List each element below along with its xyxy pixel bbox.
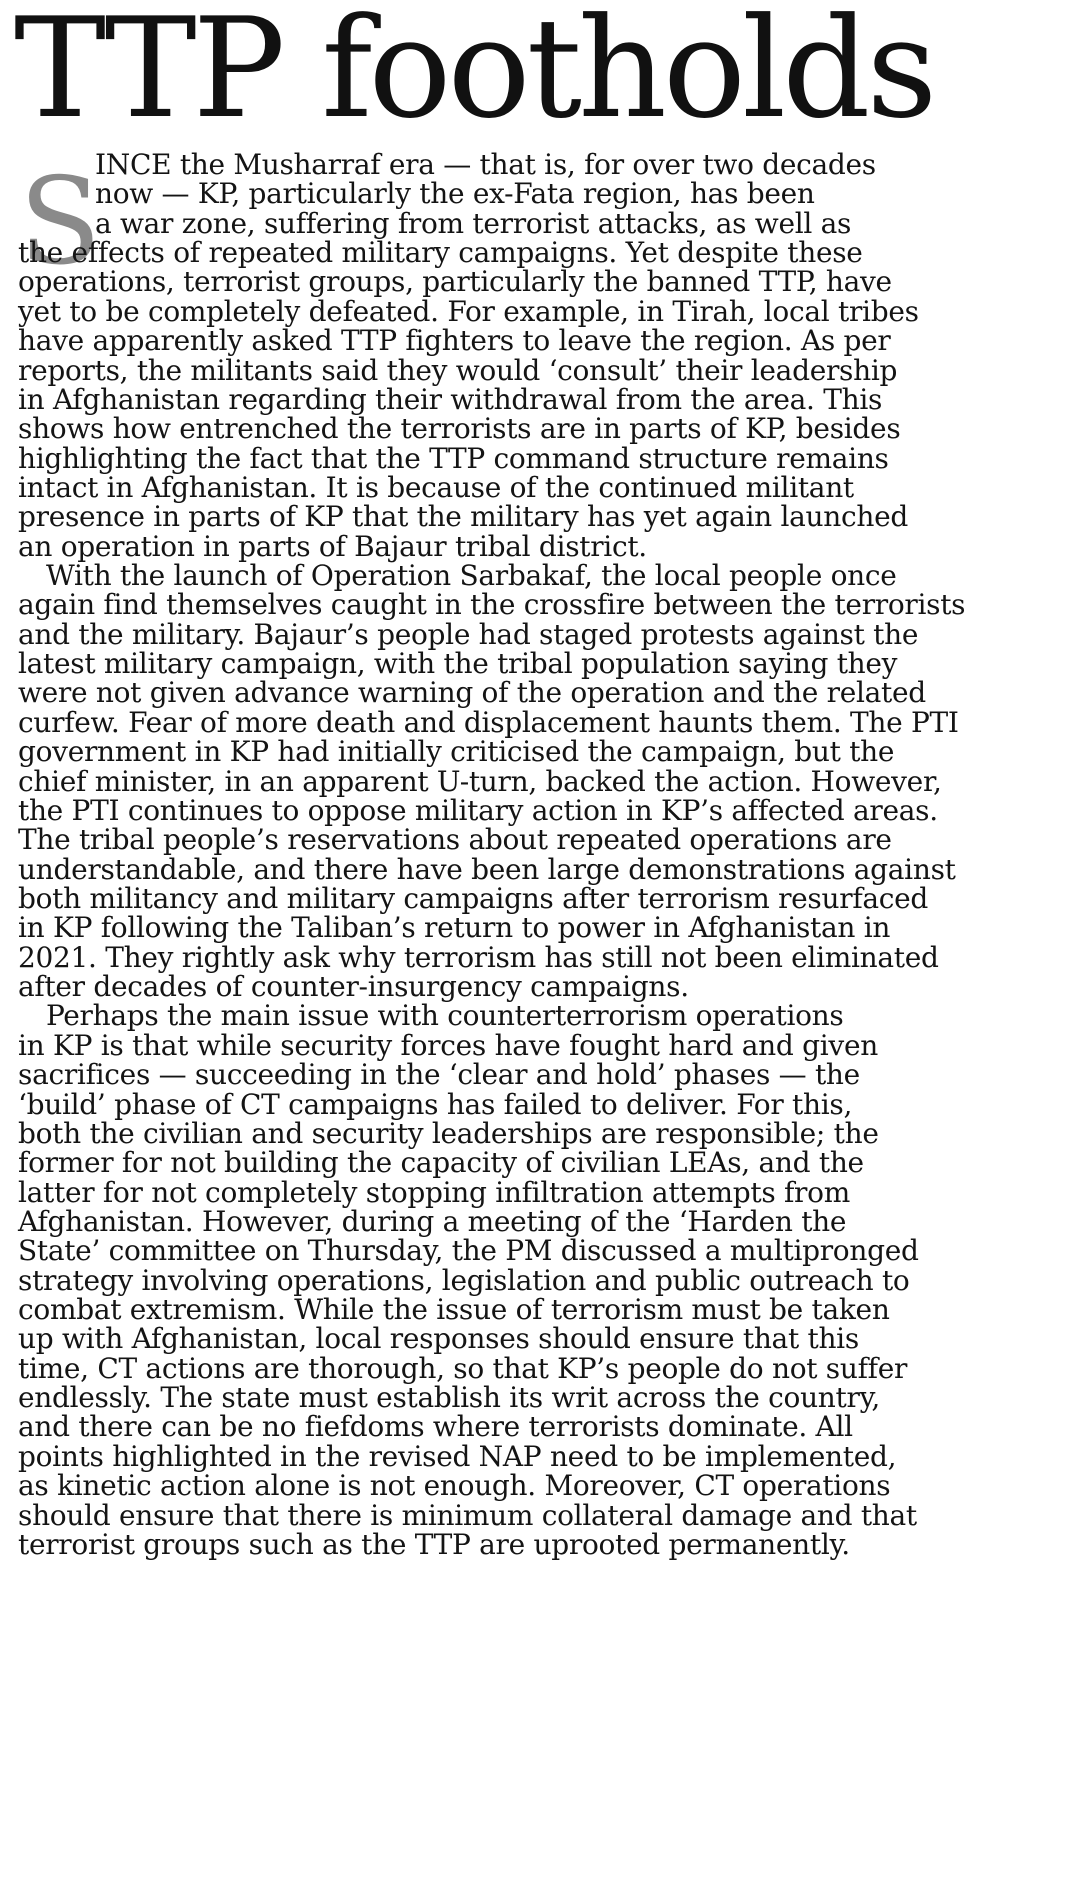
body-line: presence in parts of KP that the military has yet again launched [18, 500, 909, 534]
body-line: operations, terrorist groups, particularly the banned TTP, have [18, 265, 892, 299]
body-line: up with Afghanistan, local responses should ensure that this [18, 1322, 859, 1356]
body-line: and there can be no fiefdoms where terrorists dominate. All [18, 1410, 853, 1444]
body-line: the PTI continues to oppose military action in KP’s affected areas. [18, 793, 938, 827]
body-line: in KP is that while security forces have fought hard and given [18, 1028, 878, 1062]
body-line: points highlighted in the revised NAP need to be implemented, [18, 1439, 897, 1473]
body-line: With the launch of Operation Sarbakaf, the local people once [46, 559, 897, 593]
headline: TTP footholds [14, 0, 934, 149]
body-line: have apparently asked TTP fighters to leave the region. As per [18, 324, 891, 358]
body-line: endlessly. The state must establish its writ across the country, [18, 1381, 880, 1415]
body-line: after decades of counter-insurgency campaigns. [18, 970, 689, 1004]
drop-cap: S [19, 153, 102, 292]
body-line: sacrifices — succeeding in the ‘clear and hold’ phases — the [18, 1058, 860, 1092]
body-line: understandable, and there have been large demonstrations against [18, 852, 956, 886]
body-line: reports, the militants said they would ‘consult’ their leadership [18, 353, 898, 387]
body-line: highlighting the fact that the TTP command structure remains [18, 441, 889, 475]
body-line: Afghanistan. However, during a meeting of the ‘Harden the [18, 1204, 847, 1238]
body-line: chief minister, in an apparent U-turn, backed the action. However, [18, 764, 942, 798]
body-line: State’ committee on Thursday, the PM discussed a multipronged [18, 1234, 919, 1268]
body-line: 2021. They rightly ask why terrorism has still not been eliminated [18, 940, 939, 974]
body-line: as kinetic action alone is not enough. Moreover, CT operations [18, 1469, 891, 1503]
body-line: latter for not completely stopping infiltration attempts from [18, 1175, 850, 1209]
body-line: former for not building the capacity of civilian LEAs, and the [18, 1146, 864, 1180]
body-line: time, CT actions are thorough, so that KP’s people do not suffer [18, 1351, 908, 1385]
body-line: ‘build’ phase of CT campaigns has failed to deliver. For this, [18, 1087, 853, 1121]
body-line: in KP following the Taliban’s return to power in Afghanistan in [18, 911, 891, 945]
body-line: strategy involving operations, legislation and public outreach to [18, 1263, 910, 1297]
body-line: curfew. Fear of more death and displacement haunts them. The PTI [18, 705, 959, 739]
body-line: both the civilian and security leaderships are responsible; the [18, 1116, 879, 1150]
body-line: an operation in parts of Bajaur tribal district. [18, 529, 647, 563]
body-line: combat extremism. While the issue of terrorism must be taken [18, 1293, 890, 1327]
body-line: Perhaps the main issue with counterterrorism operations [46, 999, 844, 1033]
body-line: The tribal people’s reservations about repeated operations are [18, 823, 892, 857]
body-line: shows how entrenched the terrorists are in parts of KP, besides [18, 412, 901, 446]
body-line: latest military campaign, with the tribal population saying they [18, 647, 898, 681]
body-line: a war zone, suffering from terrorist attacks, as well as [95, 206, 852, 240]
body-line: yet to be completely defeated. For example, in Tirah, local tribes [18, 294, 919, 328]
body-line: now — KP, particularly the ex-Fata region, has been [95, 177, 815, 211]
body-line: INCE the Musharraf era — that is, for over two decades [95, 148, 876, 181]
body-line: in Afghanistan regarding their withdrawal from the area. This [18, 382, 883, 416]
body-line: government in KP had initially criticised the campaign, but the [18, 735, 895, 769]
body-line: the effects of repeated military campaigns. Yet despite these [18, 236, 863, 270]
body-line: should ensure that there is minimum collateral damage and that [18, 1498, 917, 1532]
body-line: were not given advance warning of the operation and the related [18, 676, 926, 710]
body-line: intact in Afghanistan. It is because of the continued militant [18, 470, 854, 504]
body-line: terrorist groups such as the TTP are uprooted permanently. [18, 1527, 850, 1561]
body-line: again find themselves caught in the crossfire between the terrorists [18, 588, 966, 622]
body-line: and the military. Bajaur’s people had staged protests against the [18, 617, 919, 651]
body-line: both militancy and military campaigns after terrorism resurfaced [18, 882, 929, 915]
